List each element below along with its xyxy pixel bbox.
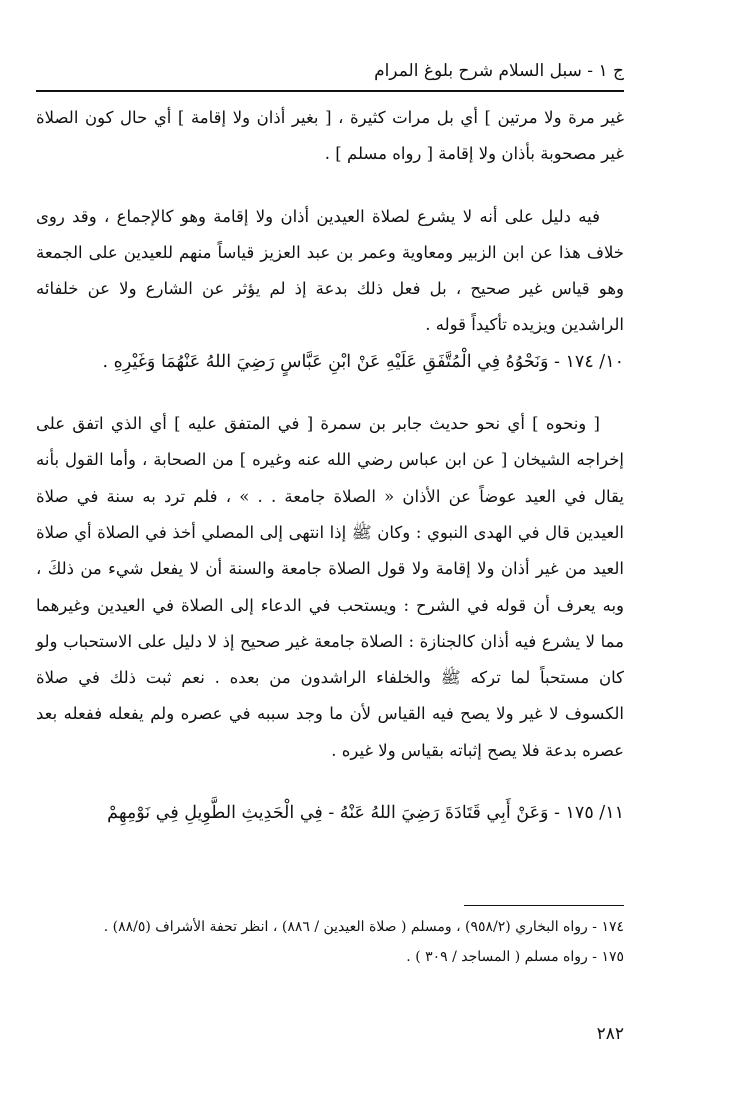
paragraph-continuation: غير مرة ولا مرتين ] أي بل مرات كثيرة ، [ بغير أذان ولا إقامة ] أي حال كون الصلاة غير مصحوبة بأذان ولا إقامة [ رواه مسلم ] . [36,108,624,164]
running-title: ج ١ - سبل السلام شرح بلوغ المرام [374,61,624,81]
paragraph-commentary: فيه دليل على أنه لا يشرع لصلاة العيدين أذان ولا إقامة وهو كالإجماع ، وقد روى خلاف هذا عن ابن الزبير ومعاوية وعمر بن عبد العزيز قياساً منهم للعيدين على الجمعة وهو قياس غير صحيح ، بل فعل ذلك بدعة إذ لم يؤثر عن الشارع ولا عن خلفائه الراشدين ويزيده تأكيداً قوله . [36,206,624,335]
running-header [36,52,624,92]
footnote-divider [464,905,624,906]
footnote-175: ١٧٥ - رواه مسلم ( المساجد / ٣٠٩ ) . [406,949,624,965]
hadith-175: ١١/ ١٧٥ - وَعَنْ أَبِي قَتَادَةَ رَضِيَ اللهُ عَنْهُ - فِي الْحَدِيثِ الطَّوِيلِ فِي نَوْمِهِمْ [107,803,624,824]
footnote-174: ١٧٤ - رواه البخاري (٩٥٨/٢) ، ومسلم ( صلاة العيدين / ٨٨٦) ، انظر تحفة الأشراف (٨٨/٥) . [103,919,624,935]
main-text [36,100,624,831]
hadith-174: ١٠/ ١٧٤ - وَنَحْوُهُ فِي الْمُتَّفَقِ عَلَيْهِ عَنْ ابْنِ عَبَّاسٍ رَضِيَ اللهُ عَنْهُمَا وَغَيْرِهِ . [102,351,624,372]
paragraph-explanation: [ ونحوه ] أي نحو حديث جابر بن سمرة [ في المتفق عليه ] أي الذي اتفق على إخراجه الشيخان [ عن ابن عباس رضي الله عنه وغيره ] من الصحابة ، وأما القول بأنه يقال في العيد عوضاً عن الأذان « الصلاة جامعة . . » ، فلم ترد به سنة في صلاة العيدين قال في الهدى النبوي : وكان ﷺ إذا انتهى إلى المصلي أخذ في الصلاة أي صلاة العيد من غير أذان ولا إقامة ولا قول الصلاة جامعة والسنة أن لا يفعل شيء من ذلكَ ، وبه يعرف أن قوله في الشرح : ويستحب في الدعاء إلى الصلاة في العيدين وغيرهما مما لا يشرع فيه أذان كالجنازة : الصلاة جامعة غير صحيح إذ لا دليل على الاستحباب ولو كان مستحباً لما تركه ﷺ والخلفاء الراشدون من بعده . نعم ثبت ذلك في صلاة الكسوف لا غير ولا يصح فيه القياس لأن ما وجد سببه في عصره ولم يفعله ففعله بعد عصره بدعة فلا يصح إثباته بقياس ولا غيره . [36,414,624,760]
page-number: ٢٨٢ [596,1024,624,1044]
footnotes [36,912,624,972]
